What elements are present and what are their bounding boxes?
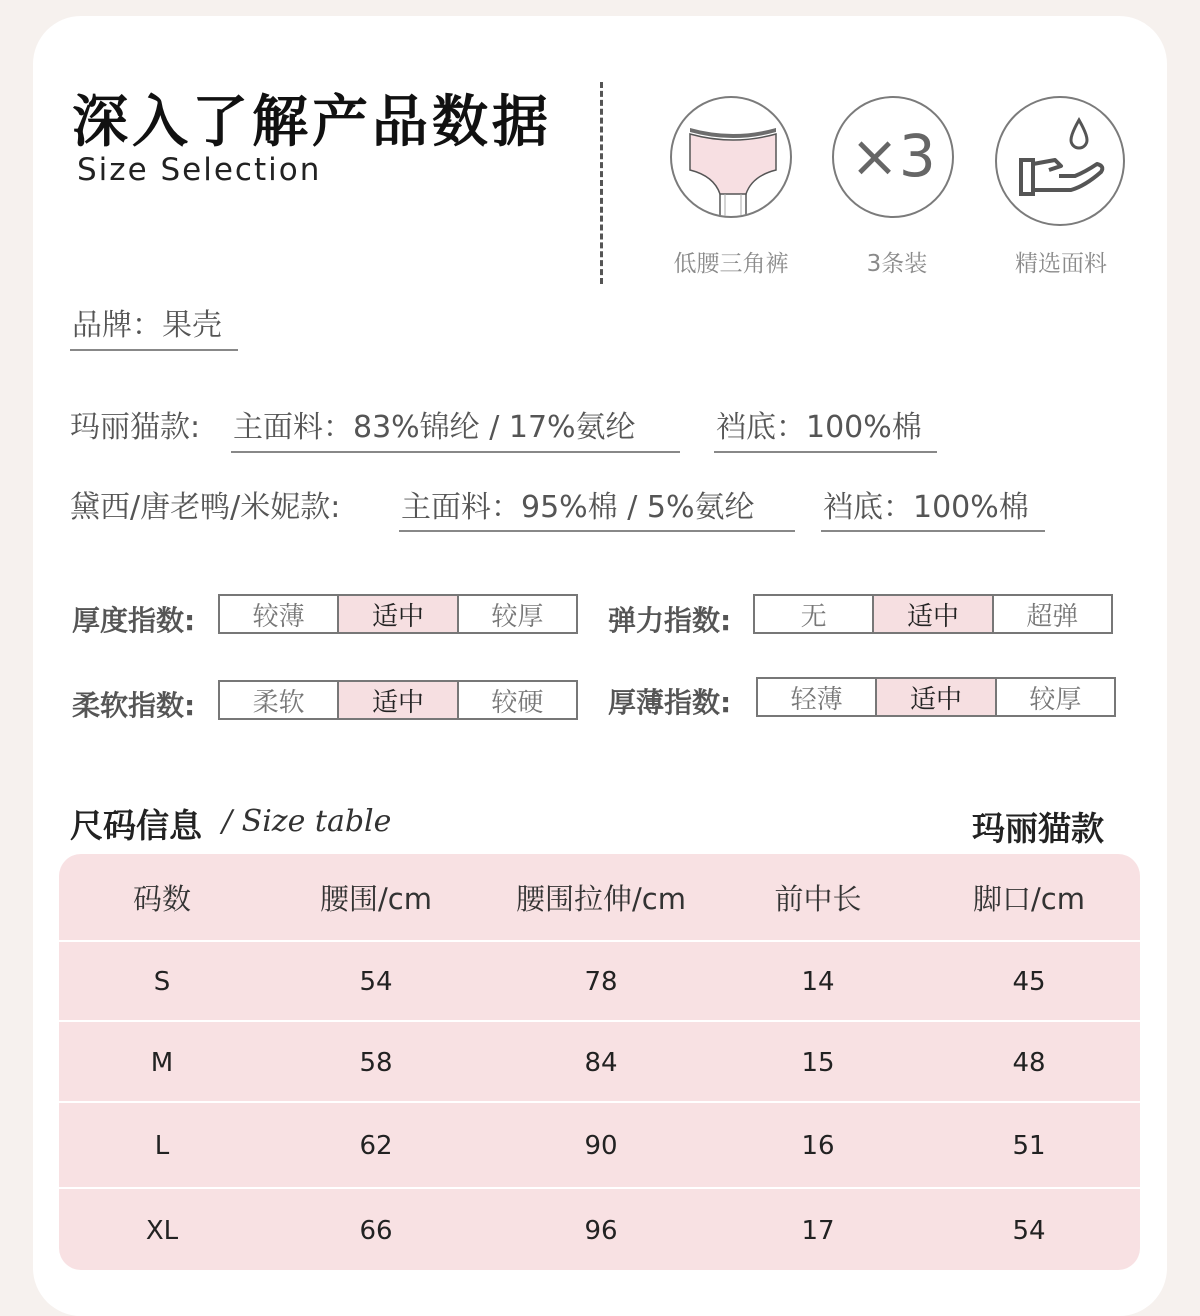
material-main: 主面料：95%棉 / 5%氨纶	[401, 490, 755, 525]
thinness-index-label: 厚薄指数:	[608, 686, 732, 719]
table-row	[59, 940, 1140, 1022]
material-style-name: 黛西/唐老鸭/米妮款:	[70, 490, 341, 525]
brand-underline	[70, 349, 238, 351]
thickness-index-scale	[218, 594, 578, 634]
table-cell: 17	[801, 1215, 835, 1246]
table-cell: 96	[584, 1215, 618, 1246]
material-crotch: 裆底：100%棉	[823, 490, 1029, 525]
scale-option: 较厚	[491, 601, 544, 632]
size-table	[59, 854, 1140, 1270]
feature-label-briefs: 低腰三角裤	[673, 251, 789, 277]
table-cell: 54	[359, 967, 393, 997]
feature-label-pack: 3条装	[866, 251, 928, 277]
table-cell: 16	[801, 1131, 835, 1161]
times-three-icon	[832, 96, 954, 218]
table-cell: 78	[584, 967, 618, 997]
scale-option: 柔软	[220, 682, 339, 718]
column-header: 码数	[132, 881, 191, 916]
scale-option-selected: 适中	[877, 679, 996, 715]
table-cell: 15	[801, 1047, 835, 1078]
size-table-style-name: 玛丽猫款	[972, 809, 1104, 848]
material-main: 主面料：83%锦纶 / 17%氨纶	[233, 410, 636, 445]
material-crotch-underline	[821, 530, 1045, 532]
table-cell: 62	[359, 1131, 393, 1161]
material-crotch-underline	[714, 451, 937, 453]
table-cell: 90	[584, 1131, 618, 1161]
table-header-row	[59, 854, 1140, 940]
table-cell: 48	[1012, 1047, 1046, 1078]
brand-text: 品牌：果壳	[72, 308, 222, 343]
scale-option-selected: 适中	[339, 682, 458, 718]
table-cell: XL	[145, 1215, 179, 1246]
table-cell: 45	[1012, 967, 1046, 997]
softness-index-label: 柔软指数:	[72, 689, 196, 722]
softness-index-scale	[218, 680, 578, 720]
table-cell: L	[154, 1131, 170, 1161]
table-row	[59, 1020, 1140, 1103]
material-main-underline	[231, 451, 680, 453]
material-style-name: 玛丽猫款:	[70, 410, 201, 445]
scale-option: 轻薄	[758, 679, 877, 715]
table-cell: 54	[1012, 1215, 1046, 1246]
table-cell: 84	[584, 1047, 618, 1078]
scale-option: 较厚	[1029, 684, 1082, 715]
scale-option-selected: 适中	[874, 596, 993, 632]
page-title: 深入了解产品数据	[72, 90, 552, 155]
thinness-index-scale	[756, 677, 1116, 717]
size-table-subtitle: / Size table	[222, 804, 392, 839]
scale-option: 较硬	[491, 687, 544, 718]
page-subtitle: Size Selection	[77, 152, 322, 188]
column-header: 前中长	[774, 881, 862, 916]
column-header: 腰围/cm	[320, 881, 432, 916]
scale-option: 较薄	[220, 596, 339, 632]
thickness-index-label: 厚度指数:	[72, 604, 196, 637]
material-crotch: 裆底：100%棉	[716, 410, 922, 445]
scale-option-selected: 适中	[339, 596, 458, 632]
table-cell: 51	[1012, 1131, 1046, 1161]
table-cell: 14	[801, 967, 835, 997]
table-cell: 66	[359, 1215, 393, 1246]
column-header: 脚口/cm	[973, 881, 1085, 916]
hand-water-drop-icon	[995, 96, 1125, 226]
table-cell: S	[153, 967, 171, 997]
material-main-underline	[399, 530, 795, 532]
elasticity-index-label: 弹力指数:	[608, 604, 732, 637]
table-cell: 58	[359, 1047, 393, 1078]
size-table-title: 尺码信息	[70, 806, 202, 845]
times-three-symbol: ×3	[850, 122, 936, 190]
table-row	[59, 1187, 1140, 1270]
feature-label-fabric: 精选面料	[1015, 251, 1107, 277]
scale-option: 超弹	[1026, 601, 1079, 632]
dashed-divider	[600, 82, 603, 284]
table-row	[59, 1101, 1140, 1189]
scale-option: 无	[755, 596, 874, 632]
low-waist-briefs-icon	[670, 96, 792, 218]
elasticity-index-scale	[753, 594, 1113, 634]
table-cell: M	[150, 1047, 174, 1078]
column-header: 腰围拉伸/cm	[516, 881, 686, 916]
